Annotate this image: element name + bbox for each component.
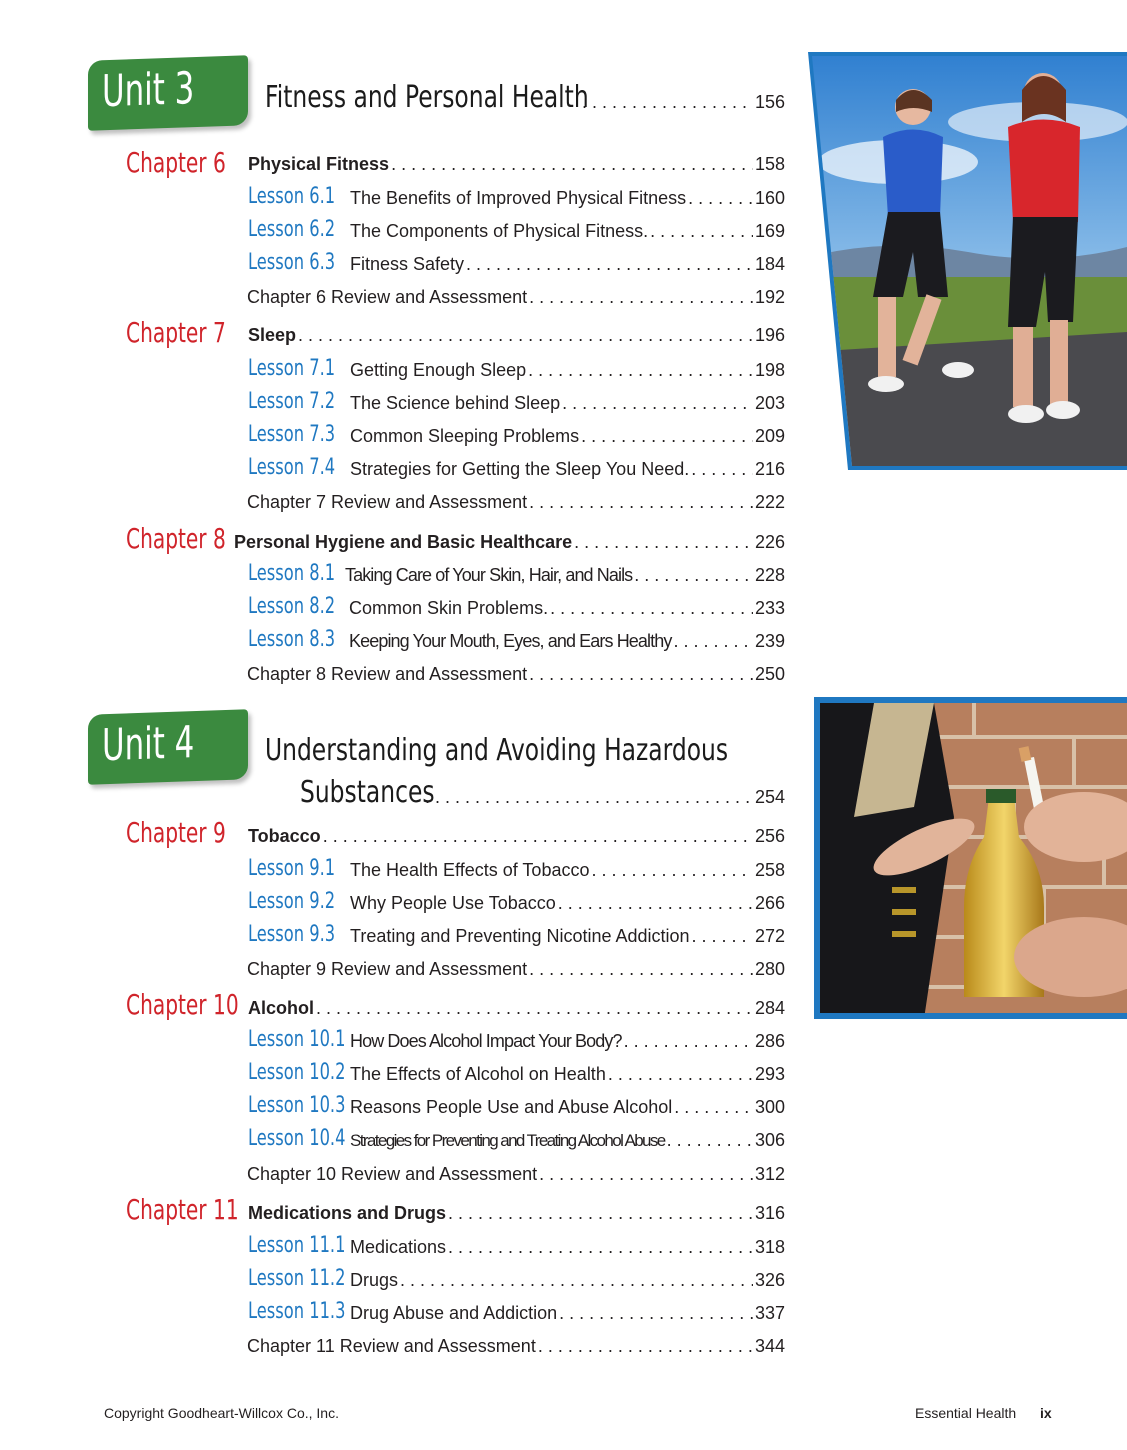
lesson-title: Common Skin Problems. xyxy=(349,598,549,618)
page-number: 250 xyxy=(754,664,785,684)
chapter-11-entry[interactable] xyxy=(248,1203,785,1225)
footer-book-title: Essential Health xyxy=(915,1405,1017,1421)
review-title: Chapter 9 Review and Assessment xyxy=(247,959,528,979)
lesson-9-3-entry[interactable] xyxy=(350,926,785,948)
lesson-8-1-entry[interactable] xyxy=(345,565,785,587)
leader-dots xyxy=(692,926,753,947)
unit-4-title[interactable]: Understanding and Avoiding Hazardous xyxy=(265,733,729,768)
leader-dots xyxy=(674,1097,753,1118)
lesson-6-3-label: Lesson 6.3 xyxy=(248,250,336,275)
lesson-title: The Benefits of Improved Physical Fitness xyxy=(350,188,687,208)
leader-dots xyxy=(688,188,753,209)
lesson-11-3-entry[interactable] xyxy=(350,1303,785,1325)
lesson-9-1-label: Lesson 9.1 xyxy=(248,856,336,881)
page-number: 318 xyxy=(754,1237,785,1257)
lesson-10-2-label: Lesson 10.2 xyxy=(248,1060,346,1085)
lesson-title: Fitness Safety xyxy=(350,254,465,274)
lesson-10-3-entry[interactable] xyxy=(350,1097,785,1119)
lesson-title: Strategies for Getting the Sleep You Need. xyxy=(350,459,690,479)
leader-dots xyxy=(667,1130,753,1151)
chapter-9-entry[interactable] xyxy=(248,826,785,848)
leader-dots xyxy=(539,1164,753,1185)
lesson-title: How Does Alcohol Impact Your Body? xyxy=(350,1031,622,1051)
page-number: 312 xyxy=(754,1164,785,1184)
lesson-6-2-label: Lesson 6.2 xyxy=(248,217,336,242)
leader-dots xyxy=(529,959,753,980)
lesson-9-3-label: Lesson 9.3 xyxy=(248,922,336,947)
page-number: 203 xyxy=(754,393,785,413)
chapter-title: Alcohol xyxy=(248,998,314,1018)
leader-dots xyxy=(550,598,753,619)
runners-photo xyxy=(808,52,1127,470)
chapter-8-entry[interactable] xyxy=(234,532,785,554)
page-number: 192 xyxy=(754,287,785,307)
lesson-7-2-label: Lesson 7.2 xyxy=(248,389,336,414)
unit-4-tab-label: Unit 4 xyxy=(102,717,195,772)
lesson-10-1-entry[interactable] xyxy=(350,1031,785,1053)
page-number: 156 xyxy=(754,92,785,112)
leader-dots xyxy=(323,826,753,847)
page-number: 256 xyxy=(754,826,785,846)
review-title: Chapter 7 Review and Assessment xyxy=(247,492,528,512)
leader-dots xyxy=(528,360,753,381)
footer-copyright: Copyright Goodheart-Willcox Co., Inc. xyxy=(104,1405,339,1421)
lesson-9-1-entry[interactable] xyxy=(350,860,785,882)
leader-dots xyxy=(529,287,753,308)
lesson-title: The Science behind Sleep xyxy=(350,393,561,413)
lesson-title: Reasons People Use and Abuse Alcohol xyxy=(350,1097,673,1117)
lesson-9-2-entry[interactable] xyxy=(350,893,785,915)
lesson-6-3-entry[interactable] xyxy=(350,254,785,276)
chapter-9-label: Chapter 9 xyxy=(126,816,226,849)
lesson-7-3-entry[interactable] xyxy=(350,426,785,448)
chapter-6-entry[interactable] xyxy=(248,154,785,176)
lesson-title: Drug Abuse and Addiction xyxy=(350,1303,558,1323)
lesson-8-3-label: Lesson 8.3 xyxy=(248,627,336,652)
leader-dots xyxy=(448,1237,753,1258)
page-number: 326 xyxy=(754,1270,785,1290)
chapter-8-label: Chapter 8 xyxy=(126,522,226,555)
lesson-11-3-label: Lesson 11.3 xyxy=(248,1299,346,1324)
lesson-title: Treating and Preventing Nicotine Addiction xyxy=(350,926,690,946)
page-number: 216 xyxy=(754,459,785,479)
review-title: Chapter 6 Review and Assessment xyxy=(247,287,528,307)
leader-dots xyxy=(316,998,753,1019)
page-number: 209 xyxy=(754,426,785,446)
chapter-title: Sleep xyxy=(248,325,297,345)
lesson-title: The Components of Physical Fitness. xyxy=(350,221,649,241)
lesson-9-2-label: Lesson 9.2 xyxy=(248,889,336,914)
chapter-7-label: Chapter 7 xyxy=(126,316,226,349)
page-number: 316 xyxy=(754,1203,785,1223)
review-title: Chapter 11 Review and Assessment xyxy=(247,1336,536,1356)
page-number: 306 xyxy=(754,1130,785,1150)
lesson-title: The Health Effects of Tobacco xyxy=(350,860,590,880)
lesson-6-2-entry[interactable] xyxy=(350,221,785,243)
leader-dots xyxy=(529,492,753,513)
chapter-8-review-entry[interactable] xyxy=(247,664,785,686)
chapter-title: Medications and Drugs xyxy=(248,1203,447,1223)
leader-dots xyxy=(582,92,753,113)
lesson-title: Medications xyxy=(350,1237,447,1257)
lesson-11-2-label: Lesson 11.2 xyxy=(248,1266,346,1291)
lesson-10-4-label: Lesson 10.4 xyxy=(248,1126,346,1151)
lesson-11-2-entry[interactable] xyxy=(350,1270,785,1292)
lesson-11-1-entry[interactable] xyxy=(350,1237,785,1259)
page-number: 158 xyxy=(754,154,785,174)
leader-dots xyxy=(559,1303,753,1324)
leader-dots xyxy=(574,532,753,553)
lesson-title: Getting Enough Sleep xyxy=(350,360,527,380)
unit-3-title[interactable]: Fitness and Personal Health xyxy=(265,80,589,115)
chapter-7-review-entry[interactable] xyxy=(247,492,785,514)
chapter-title: Personal Hygiene and Basic Healthcare xyxy=(234,532,573,552)
page-number: 222 xyxy=(754,492,785,512)
page-number: 226 xyxy=(754,532,785,552)
chapter-7-entry[interactable] xyxy=(248,325,785,347)
unit-4-entry[interactable] xyxy=(423,787,785,809)
unit-3-entry[interactable] xyxy=(580,92,785,114)
page-number: 284 xyxy=(754,998,785,1018)
page-number: 344 xyxy=(754,1336,785,1356)
lesson-7-4-entry[interactable] xyxy=(350,459,785,481)
chapter-10-label: Chapter 10 xyxy=(126,988,239,1021)
leader-dots xyxy=(400,1270,753,1291)
chapter-11-label: Chapter 11 xyxy=(126,1193,239,1226)
lesson-10-4-entry[interactable] xyxy=(350,1130,785,1152)
page-number: 266 xyxy=(754,893,785,913)
chapter-6-label: Chapter 6 xyxy=(126,146,226,179)
review-title: Chapter 8 Review and Assessment xyxy=(247,664,528,684)
page-number: 198 xyxy=(754,360,785,380)
lesson-8-2-label: Lesson 8.2 xyxy=(248,594,336,619)
lesson-title: Strategies for Preventing and Treating Alcohol Abuse xyxy=(350,1131,665,1150)
unit-3-tab xyxy=(88,55,248,131)
leader-dots xyxy=(538,1336,753,1357)
chapter-9-review-entry[interactable] xyxy=(247,959,785,981)
lesson-6-1-label: Lesson 6.1 xyxy=(248,184,336,209)
lesson-7-3-label: Lesson 7.3 xyxy=(248,422,336,447)
lesson-7-2-entry[interactable] xyxy=(350,393,785,415)
lesson-title: Why People Use Tobacco xyxy=(350,893,556,913)
unit-4-title-line2[interactable]: Substances xyxy=(300,775,435,810)
page-number: 184 xyxy=(754,254,785,274)
leader-dots xyxy=(691,459,753,480)
unit-4-tab xyxy=(88,709,248,785)
lesson-7-4-label: Lesson 7.4 xyxy=(248,455,336,480)
lesson-10-1-label: Lesson 10.1 xyxy=(248,1027,346,1052)
page-number: 239 xyxy=(754,631,785,651)
leader-dots xyxy=(673,631,753,652)
lesson-title: Common Sleeping Problems xyxy=(350,426,580,446)
lesson-6-1-entry[interactable] xyxy=(350,188,785,210)
lesson-title: Drugs xyxy=(350,1270,399,1290)
page-number: 300 xyxy=(754,1097,785,1117)
lesson-title: Keeping Your Mouth, Eyes, and Ears Healthy xyxy=(349,631,672,651)
leader-dots xyxy=(562,393,753,414)
leader-dots xyxy=(391,154,753,175)
lesson-7-1-entry[interactable] xyxy=(350,360,785,382)
unit-3-tab-label: Unit 3 xyxy=(102,63,195,118)
chapter-11-review-entry[interactable] xyxy=(247,1336,785,1358)
lesson-title: The Effects of Alcohol on Health xyxy=(350,1064,606,1084)
page-number: 272 xyxy=(754,926,785,946)
page-number: 337 xyxy=(754,1303,785,1323)
chapter-6-review-entry[interactable] xyxy=(247,287,785,309)
leader-dots xyxy=(425,787,753,808)
lesson-10-3-label: Lesson 10.3 xyxy=(248,1093,346,1118)
page-number: 286 xyxy=(754,1031,785,1051)
footer-page-number: ix xyxy=(1040,1405,1052,1421)
review-title: Chapter 10 Review and Assessment xyxy=(247,1164,538,1184)
chapter-title: Tobacco xyxy=(248,826,321,846)
page-number: 280 xyxy=(754,959,785,979)
leader-dots xyxy=(466,254,753,275)
page-number: 254 xyxy=(754,787,785,807)
leader-dots xyxy=(650,221,753,242)
lesson-8-1-label: Lesson 8.1 xyxy=(248,561,336,586)
leader-dots xyxy=(608,1064,753,1085)
leader-dots xyxy=(591,860,752,881)
substances-photo xyxy=(814,697,1127,1019)
leader-dots xyxy=(448,1203,753,1224)
leader-dots xyxy=(634,565,753,586)
lesson-8-3-entry[interactable] xyxy=(349,631,785,653)
lesson-7-1-label: Lesson 7.1 xyxy=(248,356,336,381)
leader-dots xyxy=(529,664,753,685)
page-number: 258 xyxy=(754,860,785,880)
page-number: 233 xyxy=(754,598,785,618)
chapter-10-entry[interactable] xyxy=(248,998,785,1020)
chapter-title: Physical Fitness xyxy=(248,154,390,174)
leader-dots xyxy=(624,1031,753,1052)
lesson-10-2-entry[interactable] xyxy=(350,1064,785,1086)
leader-dots xyxy=(558,893,753,914)
leader-dots xyxy=(581,426,753,447)
leader-dots xyxy=(298,325,753,346)
page-number: 228 xyxy=(754,565,785,585)
lesson-11-1-label: Lesson 11.1 xyxy=(248,1233,346,1258)
page-number: 160 xyxy=(754,188,785,208)
lesson-title: Taking Care of Your Skin, Hair, and Nails xyxy=(345,565,633,585)
lesson-8-2-entry[interactable] xyxy=(349,598,785,620)
page-number: 169 xyxy=(754,221,785,241)
page-number: 196 xyxy=(754,325,785,345)
page-number: 293 xyxy=(754,1064,785,1084)
chapter-10-review-entry[interactable] xyxy=(247,1164,785,1186)
